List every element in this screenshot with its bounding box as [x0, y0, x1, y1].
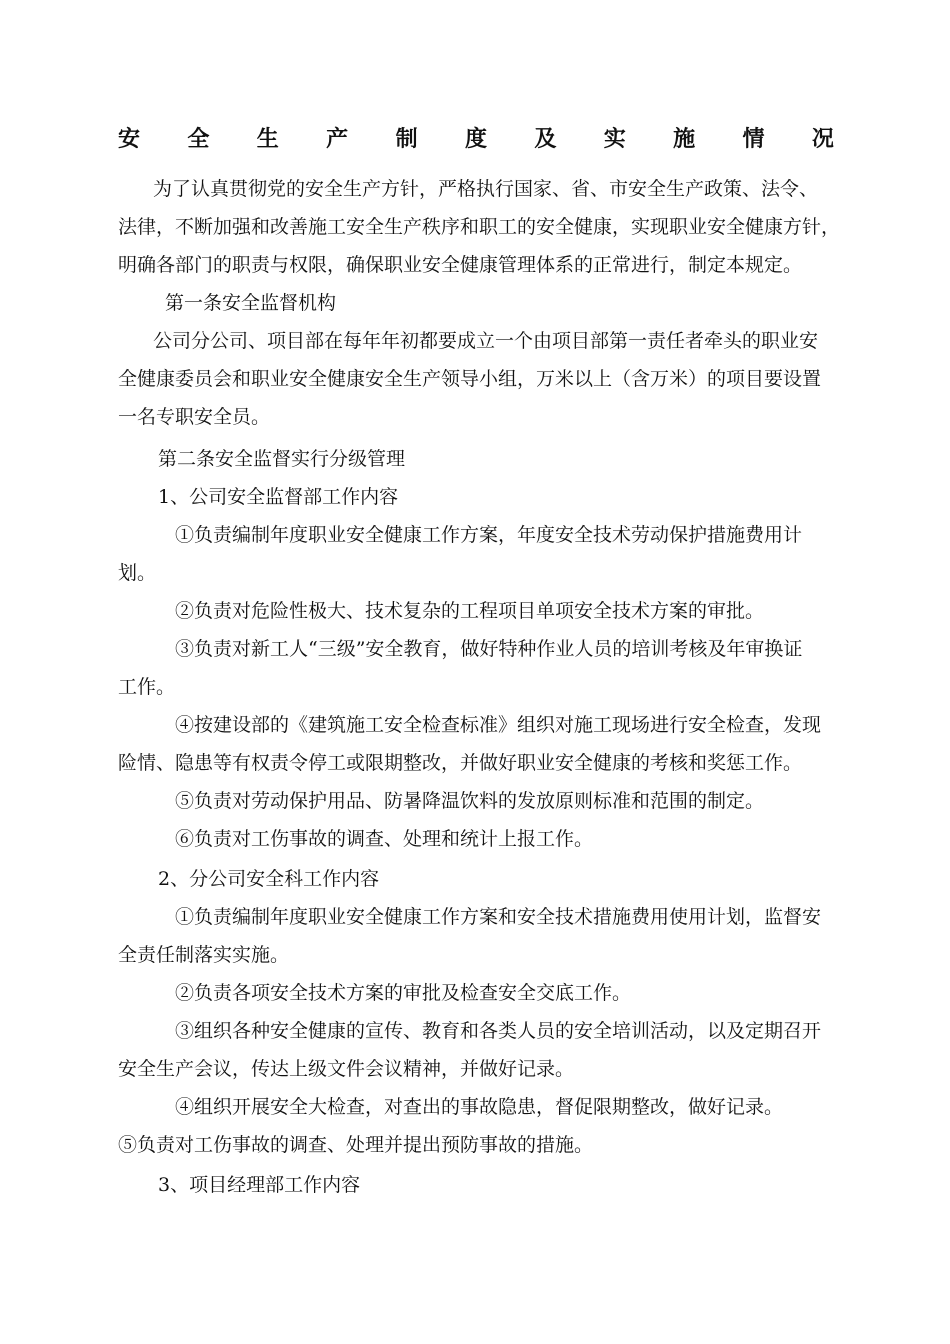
title-char: 施: [673, 126, 696, 152]
subsection-heading: 1、公司安全监督部工作内容: [158, 486, 399, 508]
paragraph-line: 为了认真贯彻党的安全生产方针，严格执行国家、省、市安全生产政策、法令、: [153, 178, 819, 200]
list-item-line: ④按建设部的《建筑施工安全检查标准》组织对施工现场进行安全检查，发现: [175, 714, 822, 736]
title-char: 度: [464, 126, 487, 152]
list-item-line: ⑤负责对工伤事故的调查、处理并提出预防事故的措施。: [118, 1134, 594, 1156]
list-item-line: 划。: [118, 562, 157, 584]
title-char: 安: [118, 126, 141, 152]
list-item-line: 险情、隐患等有权责令停工或限期整改，并做好职业安全健康的考核和奖惩工作。: [118, 752, 803, 774]
list-item-line: ①负责编制年度职业安全健康工作方案，年度安全技术劳动保护措施费用计: [175, 524, 803, 546]
list-item-line: 工作。: [118, 676, 176, 698]
list-item-line: ①负责编制年度职业安全健康工作方案和安全技术措施费用使用计划，监督安: [175, 906, 822, 928]
document-title: [118, 122, 834, 162]
paragraph-line: 一名专职安全员。: [118, 406, 271, 428]
title-char: 况: [811, 126, 834, 152]
list-item-line: ⑤负责对劳动保护用品、防暑降温饮料的发放原则标准和范围的制定。: [175, 790, 765, 812]
paragraph-line: 全健康委员会和职业安全健康安全生产领导小组，万米以上（含万米）的项目要设置: [118, 368, 822, 390]
subsection-heading: 3、项目经理部工作内容: [158, 1174, 361, 1196]
paragraph-line: 法律，不断加强和改善施工安全生产秩序和职工的安全健康，实现职业安全健康方针，: [118, 216, 841, 238]
paragraph-line: 明确各部门的职责与权限，确保职业安全健康管理体系的正常进行，制定本规定。: [118, 254, 803, 276]
title-char: 及: [534, 126, 557, 152]
list-item-line: 全责任制落实实施。: [118, 944, 290, 966]
title-char: 实: [603, 126, 626, 152]
list-item-line: ②负责对危险性极大、技术复杂的工程项目单项安全技术方案的审批。: [175, 600, 765, 622]
title-char: 全: [187, 126, 210, 152]
list-item-line: ④组织开展安全大检查，对查出的事故隐患，督促限期整改，做好记录。: [175, 1096, 784, 1118]
list-item-line: ⑥负责对工伤事故的调查、处理和统计上报工作。: [175, 828, 594, 850]
title-char: 情: [742, 126, 765, 152]
list-item-line: 安全生产会议，传达上级文件会议精神，并做好记录。: [118, 1058, 575, 1080]
list-item-line: ③负责对新工人“三级”安全教育，做好特种作业人员的培训考核及年审换证: [175, 638, 803, 660]
paragraph-line: 公司分公司、项目部在每年年初都要成立一个由项目部第一责任者牵头的职业安: [153, 330, 819, 352]
section-heading: 第二条安全监督实行分级管理: [158, 448, 406, 470]
title-char: 生: [256, 126, 279, 152]
title-char: 产: [326, 126, 349, 152]
section-heading: 第一条安全监督机构: [165, 292, 337, 314]
list-item-line: ②负责各项安全技术方案的审批及检查安全交底工作。: [175, 982, 632, 1004]
subsection-heading: 2、分公司安全科工作内容: [158, 868, 380, 890]
title-char: 制: [395, 126, 418, 152]
list-item-line: ③组织各种安全健康的宣传、教育和各类人员的安全培训活动，以及定期召开: [175, 1020, 822, 1042]
